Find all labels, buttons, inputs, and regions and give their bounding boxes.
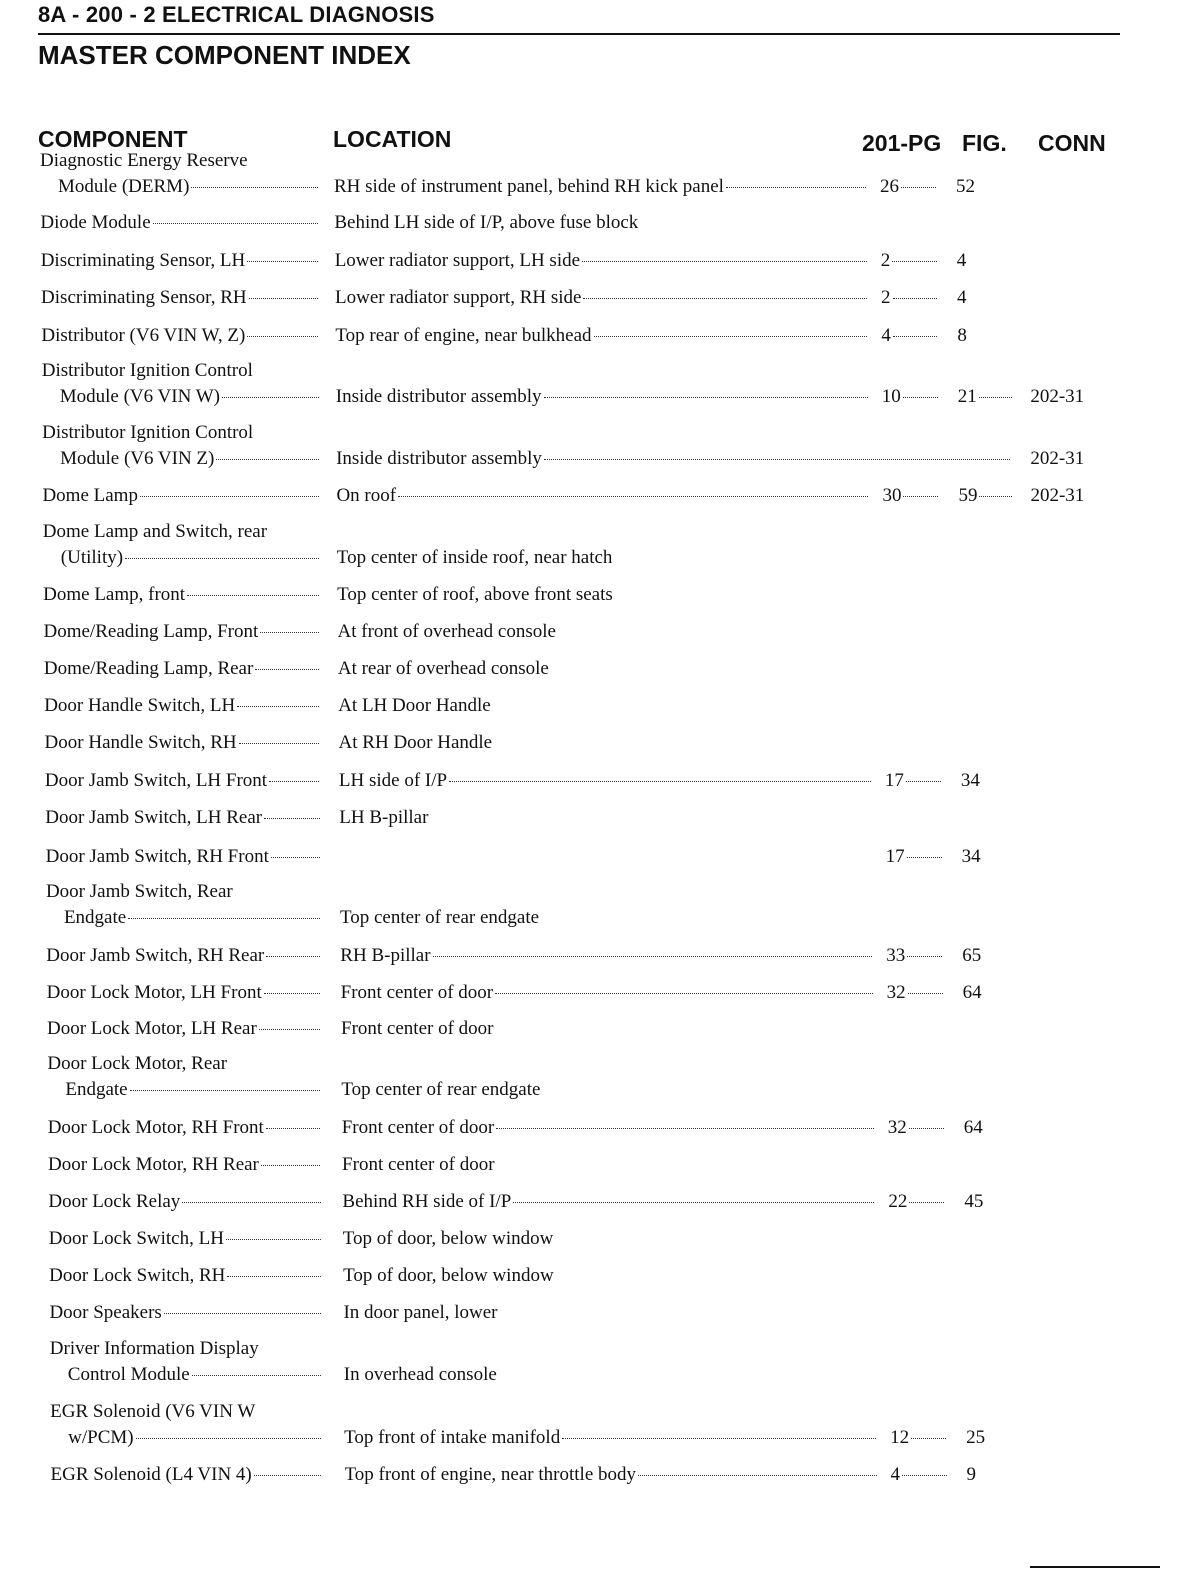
component-name (46, 846, 322, 868)
table-row (0, 1117, 1200, 1147)
component-name (43, 584, 321, 606)
component-name (41, 250, 321, 272)
fig-number: 34 (961, 846, 981, 867)
fig-number: 52 (956, 176, 975, 197)
column-header-page: 201-PG (862, 130, 942, 156)
dot-leader (594, 335, 868, 337)
location-text: Behind LH side of I/P, above fuse block (334, 212, 639, 233)
page-number: 2 (880, 250, 891, 271)
dot-leader (226, 1238, 321, 1240)
table-row (0, 1401, 1200, 1457)
page-ref (888, 1117, 946, 1139)
component-name-line1: Door Jamb Switch, Rear (45, 881, 233, 902)
location (343, 1228, 863, 1250)
component-text: EGR Solenoid (L4 VIN 4) (50, 1464, 252, 1485)
component-name (45, 732, 322, 754)
location (342, 1191, 876, 1213)
dot-leader (164, 1312, 321, 1314)
fig-ref (958, 485, 1014, 507)
component-text: Diode Module (40, 212, 151, 233)
location (337, 547, 857, 569)
fig-ref (966, 1427, 1006, 1449)
location-text: Top center of rear endgate (341, 1079, 541, 1100)
fig-ref (963, 982, 1003, 1004)
component-text: Door Lock Motor, RH Front (47, 1117, 264, 1138)
location (336, 386, 870, 408)
table-row (0, 150, 1200, 206)
location-text: Behind RH side of I/P (342, 1191, 512, 1212)
component-name (65, 1079, 322, 1101)
fig-number: 45 (964, 1191, 984, 1212)
column-header-component: COMPONENT (38, 126, 188, 152)
location (341, 1018, 861, 1040)
component-text: Door Speakers (49, 1302, 162, 1323)
location (335, 325, 869, 347)
fig-ref (964, 1117, 1004, 1139)
dot-leader (449, 780, 871, 782)
component-text: Discriminating Sensor, LH (40, 250, 246, 271)
fig-number: 4 (956, 250, 967, 271)
component-name (49, 1228, 323, 1250)
component-text: Door Handle Switch, RH (44, 732, 237, 753)
dot-leader (893, 297, 938, 299)
component-name (61, 547, 321, 569)
dot-leader (907, 856, 942, 858)
fig-ref (956, 176, 996, 198)
component-text: Endgate (65, 1079, 128, 1100)
component-name (47, 1018, 322, 1040)
component-name (48, 1117, 323, 1139)
component-text: Door Jamb Switch, RH Rear (46, 945, 265, 966)
page-number: 2 (881, 287, 891, 308)
dot-leader (264, 817, 319, 819)
component-name (41, 287, 320, 309)
page-number: 30 (882, 485, 902, 506)
table-row (0, 521, 1200, 577)
page-number: 32 (887, 1117, 907, 1138)
dot-leader (216, 458, 318, 460)
page-number: 32 (886, 982, 906, 1003)
location-text: At front of overhead console (337, 621, 556, 642)
dot-leader (182, 1201, 320, 1203)
table-row (0, 1018, 1200, 1048)
component-name (44, 658, 321, 680)
component-text: Distributor (V6 VIN W, Z) (41, 325, 246, 346)
location (341, 982, 875, 1004)
location (338, 621, 858, 643)
location (342, 1117, 876, 1139)
component-name (46, 945, 322, 967)
table-row (0, 945, 1200, 975)
component-name (44, 695, 321, 717)
location (335, 250, 869, 272)
page-ref (886, 846, 944, 868)
fig-ref (962, 945, 1002, 967)
location (336, 485, 870, 507)
dot-leader (893, 335, 938, 337)
component-text: Door Handle Switch, LH (44, 695, 236, 716)
page-number: 10 (881, 386, 901, 407)
column-header-fig: FIG. (962, 130, 1007, 156)
page-ref (882, 386, 940, 408)
dot-leader (495, 992, 873, 994)
fig-number: 65 (962, 945, 982, 966)
dot-leader (222, 396, 319, 398)
fig-number: 59 (958, 485, 978, 506)
component-name (44, 621, 322, 643)
component-name (40, 212, 320, 234)
page-ref (881, 250, 939, 272)
conn-ref (1030, 386, 1100, 408)
dot-leader (260, 631, 319, 633)
page-number: 26 (880, 176, 899, 197)
table-row (0, 807, 1200, 837)
conn-number: 202-31 (1030, 448, 1085, 469)
fig-number: 64 (962, 982, 982, 1003)
component-text: Control Module (67, 1364, 190, 1385)
page-number: 33 (886, 945, 906, 966)
location-text: RH side of instrument panel, behind RH kick panel (334, 176, 724, 197)
table-row (0, 1265, 1200, 1295)
location-text: Lower radiator support, RH side (335, 287, 582, 308)
table-row (0, 770, 1200, 800)
table-row (0, 658, 1200, 688)
location (338, 695, 858, 717)
table-row (0, 846, 1200, 876)
page-number: 12 (890, 1427, 910, 1448)
component-name (48, 1191, 322, 1213)
component-text: (Utility) (60, 547, 124, 568)
table-row (0, 695, 1200, 725)
location-text: Top of door, below window (342, 1228, 554, 1249)
location (337, 584, 857, 606)
component-name (51, 1464, 324, 1486)
location (343, 1265, 863, 1287)
dot-leader (909, 1201, 944, 1203)
component-name-line1: Driver Information Display (49, 1338, 259, 1359)
location-text: Inside distributor assembly (335, 386, 542, 407)
location-text: On roof (336, 485, 397, 506)
location (339, 807, 859, 829)
dot-leader (247, 260, 318, 262)
component-name (49, 1302, 322, 1324)
component-name-line1: Diagnostic Energy Reserve (40, 150, 248, 171)
component-text: w/PCM) (68, 1427, 134, 1448)
dot-leader (513, 1201, 874, 1203)
page-ref (880, 176, 938, 198)
dot-leader (136, 1437, 321, 1439)
location-text: LH side of I/P (338, 770, 448, 791)
location-text: Top of door, below window (343, 1265, 554, 1286)
table-row (0, 732, 1200, 762)
running-head: 8A - 200 - 2 ELECTRICAL DIAGNOSIS (38, 2, 435, 27)
table-row (0, 621, 1200, 651)
fig-ref (961, 770, 1001, 792)
component-text: Module (DERM) (58, 176, 190, 197)
column-header-location: LOCATION (333, 126, 452, 152)
location-text: In door panel, lower (343, 1302, 498, 1323)
component-name (60, 448, 321, 470)
location-text: Top front of intake manifold (344, 1427, 561, 1448)
table-row (0, 287, 1200, 317)
component-text: Dome/Reading Lamp, Rear (43, 658, 254, 679)
fig-ref (957, 287, 997, 309)
fig-number: 21 (957, 386, 977, 407)
dot-leader (140, 495, 319, 497)
table-row (0, 212, 1200, 242)
dot-leader (259, 1028, 320, 1030)
location-text: At LH Door Handle (338, 695, 491, 716)
location-text: Front center of door (342, 1154, 495, 1175)
location (335, 287, 869, 309)
component-text: Door Lock Switch, LH (48, 1228, 224, 1249)
page-number: 4 (881, 325, 891, 346)
location (334, 212, 854, 234)
dot-leader (979, 396, 1012, 398)
location (338, 658, 858, 680)
location-text: At rear of overhead console (337, 658, 549, 679)
location (343, 1302, 863, 1324)
component-text: Door Jamb Switch, LH Front (44, 770, 268, 791)
page-number: 17 (885, 846, 905, 867)
component-name-line1: Distributor Ignition Control (42, 422, 254, 443)
location (345, 1464, 879, 1486)
page-number: 17 (884, 770, 904, 791)
dot-leader (906, 780, 941, 782)
dot-leader (247, 335, 318, 337)
location-text: Front center of door (340, 982, 494, 1003)
fig-number: 9 (966, 1464, 976, 1485)
component-name (41, 325, 320, 347)
dot-leader (433, 955, 873, 957)
dot-leader (907, 955, 942, 957)
dot-leader (191, 186, 318, 188)
component-name (60, 386, 321, 408)
component-text: Door Jamb Switch, LH Rear (45, 807, 263, 828)
conn-number: 202-31 (1030, 485, 1085, 506)
component-text: Module (V6 VIN W) (59, 386, 220, 407)
component-text: Door Lock Motor, LH Rear (47, 1018, 257, 1039)
dot-leader (892, 260, 937, 262)
location-text: Top front of engine, near throttle body (344, 1464, 637, 1485)
dot-leader (398, 495, 868, 497)
dot-leader (128, 917, 320, 919)
fig-number: 34 (960, 770, 980, 791)
dot-leader (638, 1474, 876, 1476)
dot-leader (254, 1474, 321, 1476)
dot-leader (909, 1127, 944, 1129)
dot-leader (266, 1127, 320, 1129)
component-text: Discriminating Sensor, RH (41, 287, 247, 308)
page-ref (881, 287, 939, 309)
dot-leader (979, 495, 1012, 497)
page-ref (888, 1191, 946, 1213)
conn-ref (1030, 485, 1100, 507)
component-name (45, 807, 321, 829)
dot-leader (187, 594, 319, 596)
component-text: Module (V6 VIN Z) (60, 448, 215, 469)
dot-leader (583, 297, 867, 299)
dot-leader (255, 668, 319, 670)
page-ref (887, 982, 945, 1004)
conn-number: 202-31 (1030, 386, 1085, 407)
location (344, 1427, 878, 1449)
component-text: Endgate (63, 907, 127, 928)
component-text: Door Lock Relay (48, 1191, 181, 1212)
table-row (0, 250, 1200, 280)
dot-leader (582, 260, 867, 262)
dot-leader (903, 495, 938, 497)
location (340, 907, 860, 929)
location-text: In overhead console (343, 1364, 497, 1385)
location-text: Top center of rear endgate (339, 907, 540, 928)
table-row (0, 422, 1200, 478)
fig-ref (957, 325, 997, 347)
component-text: Door Jamb Switch, RH Front (45, 846, 269, 867)
page-ref (882, 485, 940, 507)
table-row (0, 1464, 1200, 1494)
dot-leader (192, 1374, 321, 1376)
location-text: Front center of door (341, 1018, 494, 1039)
dot-leader (239, 742, 320, 744)
dot-leader (911, 1437, 946, 1439)
location (339, 732, 859, 754)
dot-leader (153, 222, 318, 224)
location (340, 846, 874, 848)
dot-leader (271, 856, 320, 858)
location-text: Top center of inside roof, near hatch (336, 547, 613, 568)
component-name-line1: Distributor Ignition Control (41, 360, 253, 381)
table-row (0, 1053, 1200, 1109)
dot-leader (908, 992, 943, 994)
table-row (0, 1154, 1200, 1184)
fig-number: 25 (966, 1427, 986, 1448)
fig-ref (958, 386, 1014, 408)
component-text: Door Lock Switch, RH (49, 1265, 226, 1286)
dot-leader (544, 458, 1010, 460)
table-row (0, 485, 1200, 515)
component-name (48, 1154, 322, 1176)
location (336, 448, 1012, 470)
dot-leader (237, 705, 319, 707)
dot-leader (496, 1127, 874, 1129)
component-name-line1: Door Lock Motor, Rear (47, 1053, 228, 1074)
location-text: Top rear of engine, near bulkhead (335, 325, 592, 346)
component-name (42, 485, 320, 507)
component-name (68, 1364, 323, 1386)
table-row (0, 881, 1200, 937)
component-name (49, 1265, 323, 1287)
page-ref (885, 770, 943, 792)
dot-leader (249, 297, 319, 299)
location-text: RH B-pillar (340, 945, 431, 966)
dot-leader (227, 1275, 320, 1277)
page-ref (881, 325, 939, 347)
location (340, 945, 874, 967)
component-name (45, 770, 322, 792)
page-number: 22 (888, 1191, 908, 1212)
dot-leader (130, 1089, 321, 1091)
fig-ref (967, 1464, 1007, 1486)
table-row (0, 1302, 1200, 1332)
location (342, 1154, 862, 1176)
dot-leader (902, 1474, 947, 1476)
dot-leader (125, 557, 319, 559)
table-row (0, 1228, 1200, 1258)
dot-leader (264, 992, 320, 994)
component-name (47, 982, 322, 1004)
table-row (0, 1191, 1200, 1221)
component-name-line1: Dome Lamp and Switch, rear (42, 521, 268, 542)
page-ref (891, 1464, 949, 1486)
dot-leader (269, 780, 319, 782)
page-ref (890, 1427, 948, 1449)
location (339, 770, 873, 792)
component-name (64, 907, 322, 929)
component-text: Door Lock Motor, RH Rear (48, 1154, 259, 1175)
page-ref (886, 945, 944, 967)
component-name (68, 1427, 323, 1449)
component-text: Dome Lamp (42, 485, 138, 506)
dot-leader (901, 186, 936, 188)
component-name (58, 176, 320, 198)
table-row (0, 982, 1200, 1012)
dot-leader (562, 1437, 876, 1439)
table-row (0, 1338, 1200, 1394)
fig-number: 64 (963, 1117, 983, 1138)
location-text: Lower radiator support, LH side (334, 250, 581, 271)
dot-leader (261, 1164, 321, 1166)
location (341, 1079, 861, 1101)
component-text: Door Lock Motor, LH Front (46, 982, 262, 1003)
location-text: Inside distributor assembly (336, 448, 542, 469)
page-number: 4 (890, 1464, 900, 1485)
fig-number: 8 (957, 325, 967, 346)
column-header-conn: CONN (1038, 130, 1106, 156)
location (344, 1364, 864, 1386)
fig-ref (962, 846, 1002, 868)
dot-leader (726, 186, 866, 188)
location-text: Front center of door (341, 1117, 495, 1138)
component-name-line1: EGR Solenoid (V6 VIN W (50, 1401, 256, 1422)
table-row (0, 584, 1200, 614)
location (334, 176, 868, 198)
table-row (0, 360, 1200, 416)
dot-leader (544, 396, 868, 398)
component-text: Dome Lamp, front (43, 584, 186, 605)
table-row (0, 325, 1200, 355)
fig-ref (957, 250, 997, 272)
footer-rule (1030, 1566, 1160, 1568)
dot-leader (903, 396, 938, 398)
location-text: LH B-pillar (339, 807, 429, 828)
fig-ref (964, 1191, 1004, 1213)
component-text: Dome/Reading Lamp, Front (43, 621, 259, 642)
conn-ref (1030, 448, 1100, 470)
page-title: MASTER COMPONENT INDEX (38, 40, 411, 70)
location-text: Top center of roof, above front seats (337, 584, 613, 605)
dot-leader (266, 955, 320, 957)
location-text: At RH Door Handle (338, 732, 493, 753)
fig-number: 4 (957, 287, 967, 308)
